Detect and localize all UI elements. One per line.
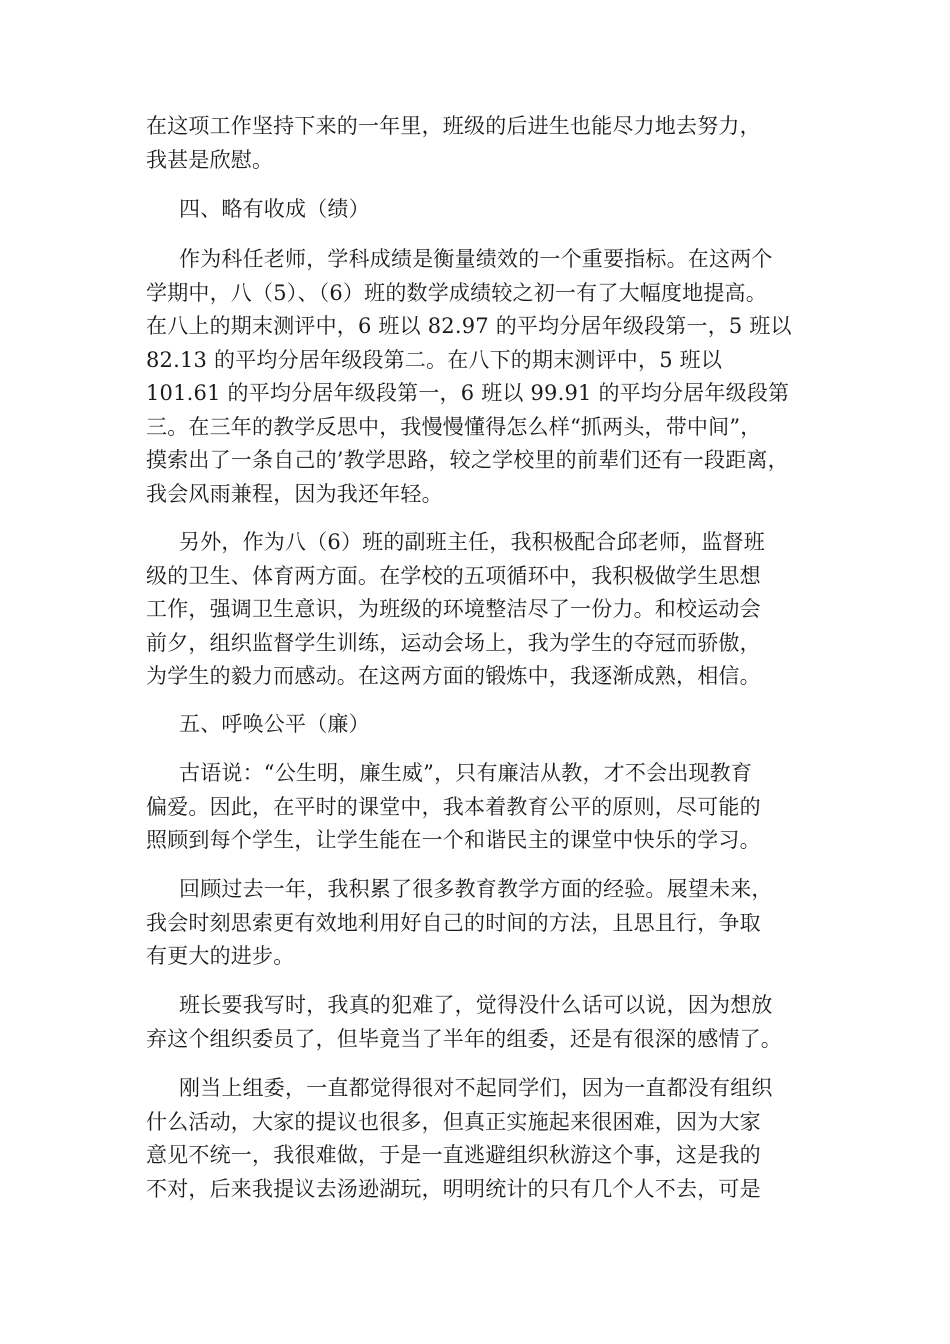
text-line: 古语说：“公生明，廉生威”，只有廉洁从教，才不会出现教育 [179, 761, 753, 785]
paragraph-continuation [146, 110, 836, 177]
text-line: 为学生的毅力而感动。在这两方面的锻炼中，我逐渐成熟，相信。 [146, 664, 761, 688]
text-line: 有更大的进步。 [146, 944, 295, 968]
text-line: 作为科任老师，学科成绩是衡量绩效的一个重要指标。在这两个 [179, 247, 773, 271]
text-line: 摸索出了一条自己的’教学思路，较之学校里的前辈们还有一段距离， [146, 448, 789, 472]
text-line: 级的卫生、体育两方面。在学校的五项循环中，我积极做学生思想 [146, 563, 761, 588]
text-line: 我会时刻思索更有效地利用好自己的时间的方法，且思且行，争取 [146, 910, 761, 935]
text-line: 回顾过去一年，我积累了很多教育教学方面的经验。展望未来， [179, 877, 773, 901]
text-line: 工作，强调卫生意识，为班级的环境整洁尽了一份力。和校运动会 [146, 597, 761, 621]
paragraph-fairness [146, 757, 836, 858]
text-line: 偏爱。因此，在平时的课堂中，我本着教育公平的原则，尽可能的 [146, 794, 761, 819]
text-line: 什么活动，大家的提议也很多，但真正实施起来很困难，因为大家 [146, 1109, 761, 1134]
text-line: 意见不统一，我很难做，于是一直逃避组织秋游这个事，这是我的 [146, 1143, 761, 1167]
text-line: 照顾到每个学生，让学生能在一个和谐民主的课堂中快乐的学习。 [146, 828, 761, 852]
text-line: 在八上的期末测评中，6 班以 82.97 的平均分居年级段第一，5 班以 [146, 314, 792, 338]
text-line: 不对，后来我提议去汤逊湖玩，明明统计的只有几个人不去，可是 [146, 1176, 761, 1201]
text-line: 刚当上组委，一直都觉得很对不起同学们，因为一直都没有组织 [179, 1076, 773, 1100]
paragraph-grades [146, 243, 836, 511]
text-line: 我甚是欣慰。 [146, 147, 274, 172]
paragraph-monitor [146, 989, 836, 1056]
text-line: 另外，作为八（6）班的副班主任，我积极配合邱老师，监督班 [179, 530, 765, 554]
text-line: 班长要我写时，我真的犯难了，觉得没什么话可以说，因为想放 [179, 993, 773, 1017]
section-heading-fairness [146, 708, 836, 742]
text-line: 前夕，组织监督学生训练，运动会场上，我为学生的夺冠而骄傲， [146, 630, 761, 655]
paragraph-review [146, 873, 836, 974]
text-line: 在这项工作坚持下来的一年里，班级的后进生也能尽力地去努力， [146, 114, 761, 138]
text-line: 101.61 的平均分居年级段第一，6 班以 99.91 的平均分居年级段第 [146, 381, 790, 405]
text-line: 学期中，八（5）、（6）班的数学成绩较之初一有了大幅度地提高。 [146, 280, 767, 305]
text-line: 82.13 的平均分居年级段第二。在八下的期末测评中，5 班以 [146, 347, 723, 372]
section-heading: 四、略有收成（绩） [179, 197, 370, 221]
text-line: 弃这个组织委员了，但毕竟当了半年的组委，还是有很深的感情了。 [146, 1026, 782, 1051]
text-line: 三。在三年的教学反思中，我慢慢懂得怎么样“抓两头，带中间”， [146, 414, 762, 439]
section-heading: 五、呼唤公平（廉） [179, 712, 370, 736]
section-heading-achievement [146, 193, 836, 227]
paragraph-vice-head-teacher [146, 526, 836, 694]
text-line: 我会风雨兼程，因为我还年轻。 [146, 481, 443, 506]
paragraph-organizer [146, 1072, 836, 1206]
